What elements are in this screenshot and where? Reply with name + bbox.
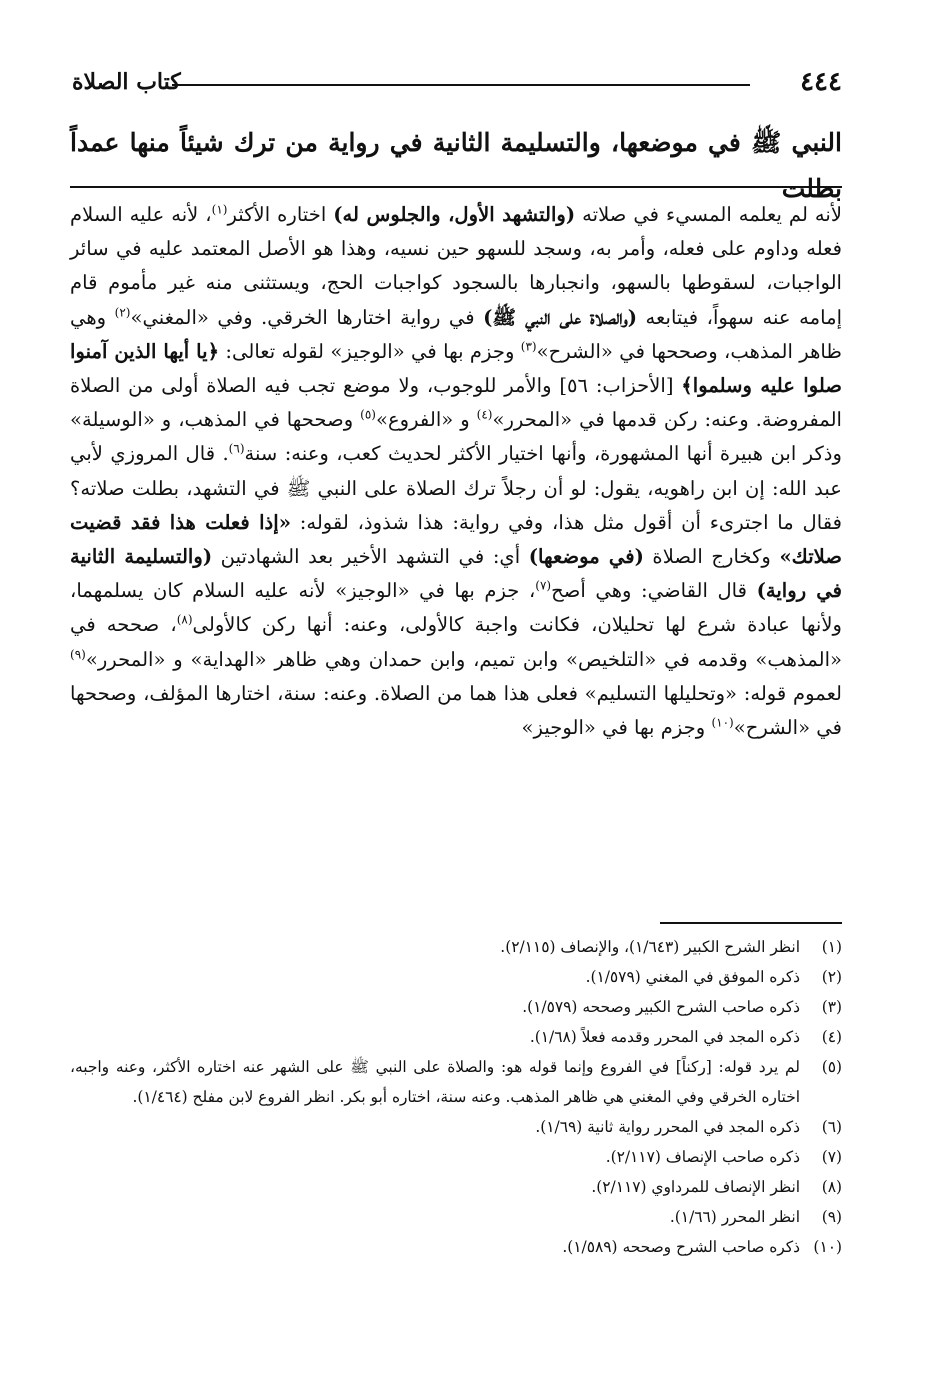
footnote-number: (٨) — [821, 1178, 842, 1196]
footnote-text: انظر المحرر (١/٦٦). — [669, 1208, 800, 1226]
footnote-item — [70, 962, 842, 992]
matn-separator — [70, 186, 842, 188]
footnote-item — [70, 992, 842, 1022]
matn-quote: (والصلاة على النبي ﷺ) — [483, 305, 638, 329]
footnote-ref: (٥) — [360, 407, 376, 422]
header-rule — [172, 84, 750, 86]
commentary-segment: لعموم قوله: «وتحليلها التسليم» فعلى هذا هما من الصلاة. وعنه: سنة، اختارها المؤلف، وصححها في «الشرح» — [70, 681, 842, 740]
matn-text: النبي ﷺ في موضعها، والتسليمة الثانية في رواية من ترك شيئاً منها عمداً بطلت — [70, 128, 842, 203]
footnote-text: انظر الإنصاف للمرداوي (٢/١١٧). — [591, 1178, 800, 1196]
footnote-text: ذكره المجد في المحرر وقدمه فعلاً (١/٦٨). — [529, 1028, 800, 1046]
commentary-segment: ، لأنه عليه السلام فعله وداوم على فعله، وأمر به، وسجد للسهو حين نسيه، وهذا هو الأصل المعتمد عليه في سائر الواجبات، لسقوطها بالسهو، وانجبارها بالسجود كواجبات الحج، ويستثنى منه غير مأموم قام إمامه عنه سهواً، فيتابعه — [70, 203, 843, 329]
commentary-segment: وكخارج الصلاة — [643, 545, 780, 569]
footnote-number: (٤) — [821, 1028, 842, 1046]
footnote-text: ذكره صاحب الإنصاف (٢/١١٧). — [605, 1148, 800, 1166]
footnote-item — [70, 1232, 842, 1262]
footnote-item — [70, 1052, 842, 1112]
footnote-text: لم يرد قوله: [ركناً] في الفروع وإنما قوله هو: والصلاة على النبي ﷺ على الشهر عنه اختاره الأكثر، وعنه واجبه، اختاره الخرقي وفي المغني هي ظاهر المذهب. وعنه سنة، اختاره أبو بكر. انظر الفروع لابن مفلح (١/٤٦٤). — [70, 1058, 800, 1106]
footnote-number: (١) — [821, 938, 842, 956]
footnote-item — [70, 932, 842, 962]
commentary-segment: ، جزم بها في «الوجيز» لأنه عليه السلام كان يسلمهما، ولأنها عبادة شرع لها تحليلان، فكانت واجبة كالأولى، وعنه: أنها ركن كالأولى — [70, 579, 843, 637]
commentary-segment: وهي ظاهر المذهب، وصححها في «الشرح» — [70, 305, 842, 363]
page-number: ٤٤٤ — [800, 67, 842, 97]
commentary-segment: أي: في التشهد الأخير بعد الشهادتين — [212, 545, 529, 569]
footnote-item — [70, 1112, 842, 1142]
footnote-number: (٣) — [821, 998, 842, 1016]
commentary-segment: وجزم بها في «الوجيز» لقوله تعالى: — [219, 339, 521, 363]
footnote-text: ذكره الموفق في المغني (١/٥٧٩). — [585, 968, 800, 986]
matn-quote: (والتسليمة الثانية في رواية) — [70, 545, 842, 603]
commentary-text — [70, 198, 842, 745]
footnote-ref: (٢) — [114, 305, 131, 320]
footnote-text: ذكره المجد في المحرر رواية ثانية (١/٦٩). — [535, 1118, 800, 1136]
footnote-text: ذكره صاحب الشرح الكبير وصححه (١/٥٧٩). — [522, 998, 800, 1016]
commentary-segment: قال القاضي: وهي أصح — [551, 579, 757, 603]
commentary-segment: لأنه لم يعلمه المسيء في صلاته — [575, 203, 842, 226]
page-header — [72, 62, 842, 102]
footnote-item — [70, 1022, 842, 1052]
running-title: كتاب الصلاة — [72, 69, 181, 95]
footnotes — [70, 932, 842, 1262]
footnote-separator — [660, 922, 842, 924]
footnote-ref: (٨) — [176, 612, 193, 627]
footnote-number: (٩) — [821, 1208, 842, 1226]
commentary-segment: و «الفروع» — [375, 408, 477, 432]
commentary-segment: وصححها في المذهب، و «الوسيلة» وذكر ابن هبيرة أنها المشهورة، وأنها اختيار الأكثر لحديث كعب، وعنه: سنة — [70, 408, 842, 466]
footnote-text: انظر الشرح الكبير (١/٦٤٣)، والإنصاف (٢/١١٥). — [500, 938, 800, 956]
commentary-segment: [الأحزاب: ٥٦] والأمر للوجوب، ولا موضع تجب فيه الصلاة أولى من الصلاة المفروضة. وعنه: ركن قدمها في «المحرر» — [70, 374, 842, 432]
footnote-text: ذكره صاحب الشرح وصححه (١/٥٨٩). — [562, 1238, 800, 1256]
footnote-ref: (١) — [211, 202, 228, 217]
footnote-item — [70, 1172, 842, 1202]
footnote-ref: (٧) — [535, 578, 552, 593]
matn-quote: (في موضعها) — [528, 545, 644, 569]
matn-quote: «إذا فعلت هذا فقد قضيت صلاتك» — [70, 510, 842, 569]
commentary-segment: اختاره الأكثر — [227, 203, 334, 226]
footnote-item — [70, 1142, 842, 1172]
matn-quote: (والتشهد الأول، والجلوس له) — [333, 203, 576, 226]
footnote-number: (١٠) — [813, 1238, 842, 1256]
footnote-ref: (٦) — [228, 441, 245, 456]
footnote-number: (٢) — [821, 968, 842, 986]
matn-quote: ﴿يا أيها الذين آمنوا صلوا عليه وسلموا﴾ — [70, 339, 842, 398]
footnote-ref: (٣) — [520, 339, 537, 354]
footnote-ref: (٩) — [70, 647, 86, 662]
commentary-segment: . قال المروزي لأبي عبد الله: إن ابن راهويه، يقول: لو أن رجلاً ترك الصلاة على النبي ﷺ في التشهد، بطلت صلاته؟ فقال ما اجترىء أن أقول مثل هذا، وفي رواية: هذا شذوذ، لقوله: — [70, 442, 842, 534]
footnote-number: (٦) — [821, 1118, 842, 1136]
footnote-ref: (٤) — [476, 407, 493, 422]
footnote-number: (٥) — [821, 1058, 842, 1076]
commentary-segment: في رواية اختارها الخرقي. وفي «المغني» — [130, 305, 484, 329]
commentary-segment: ، صححه في «المذهب» وقدمه في «التلخيص» وابن تميم، وابن حمدان وهي ظاهر «الهداية» و «المحرر» — [70, 613, 842, 671]
footnote-number: (٧) — [821, 1148, 842, 1166]
commentary-segment: وجزم بها في «الوجيز» — [521, 716, 712, 740]
footnote-item — [70, 1202, 842, 1232]
footnote-ref: (١٠) — [711, 715, 734, 730]
